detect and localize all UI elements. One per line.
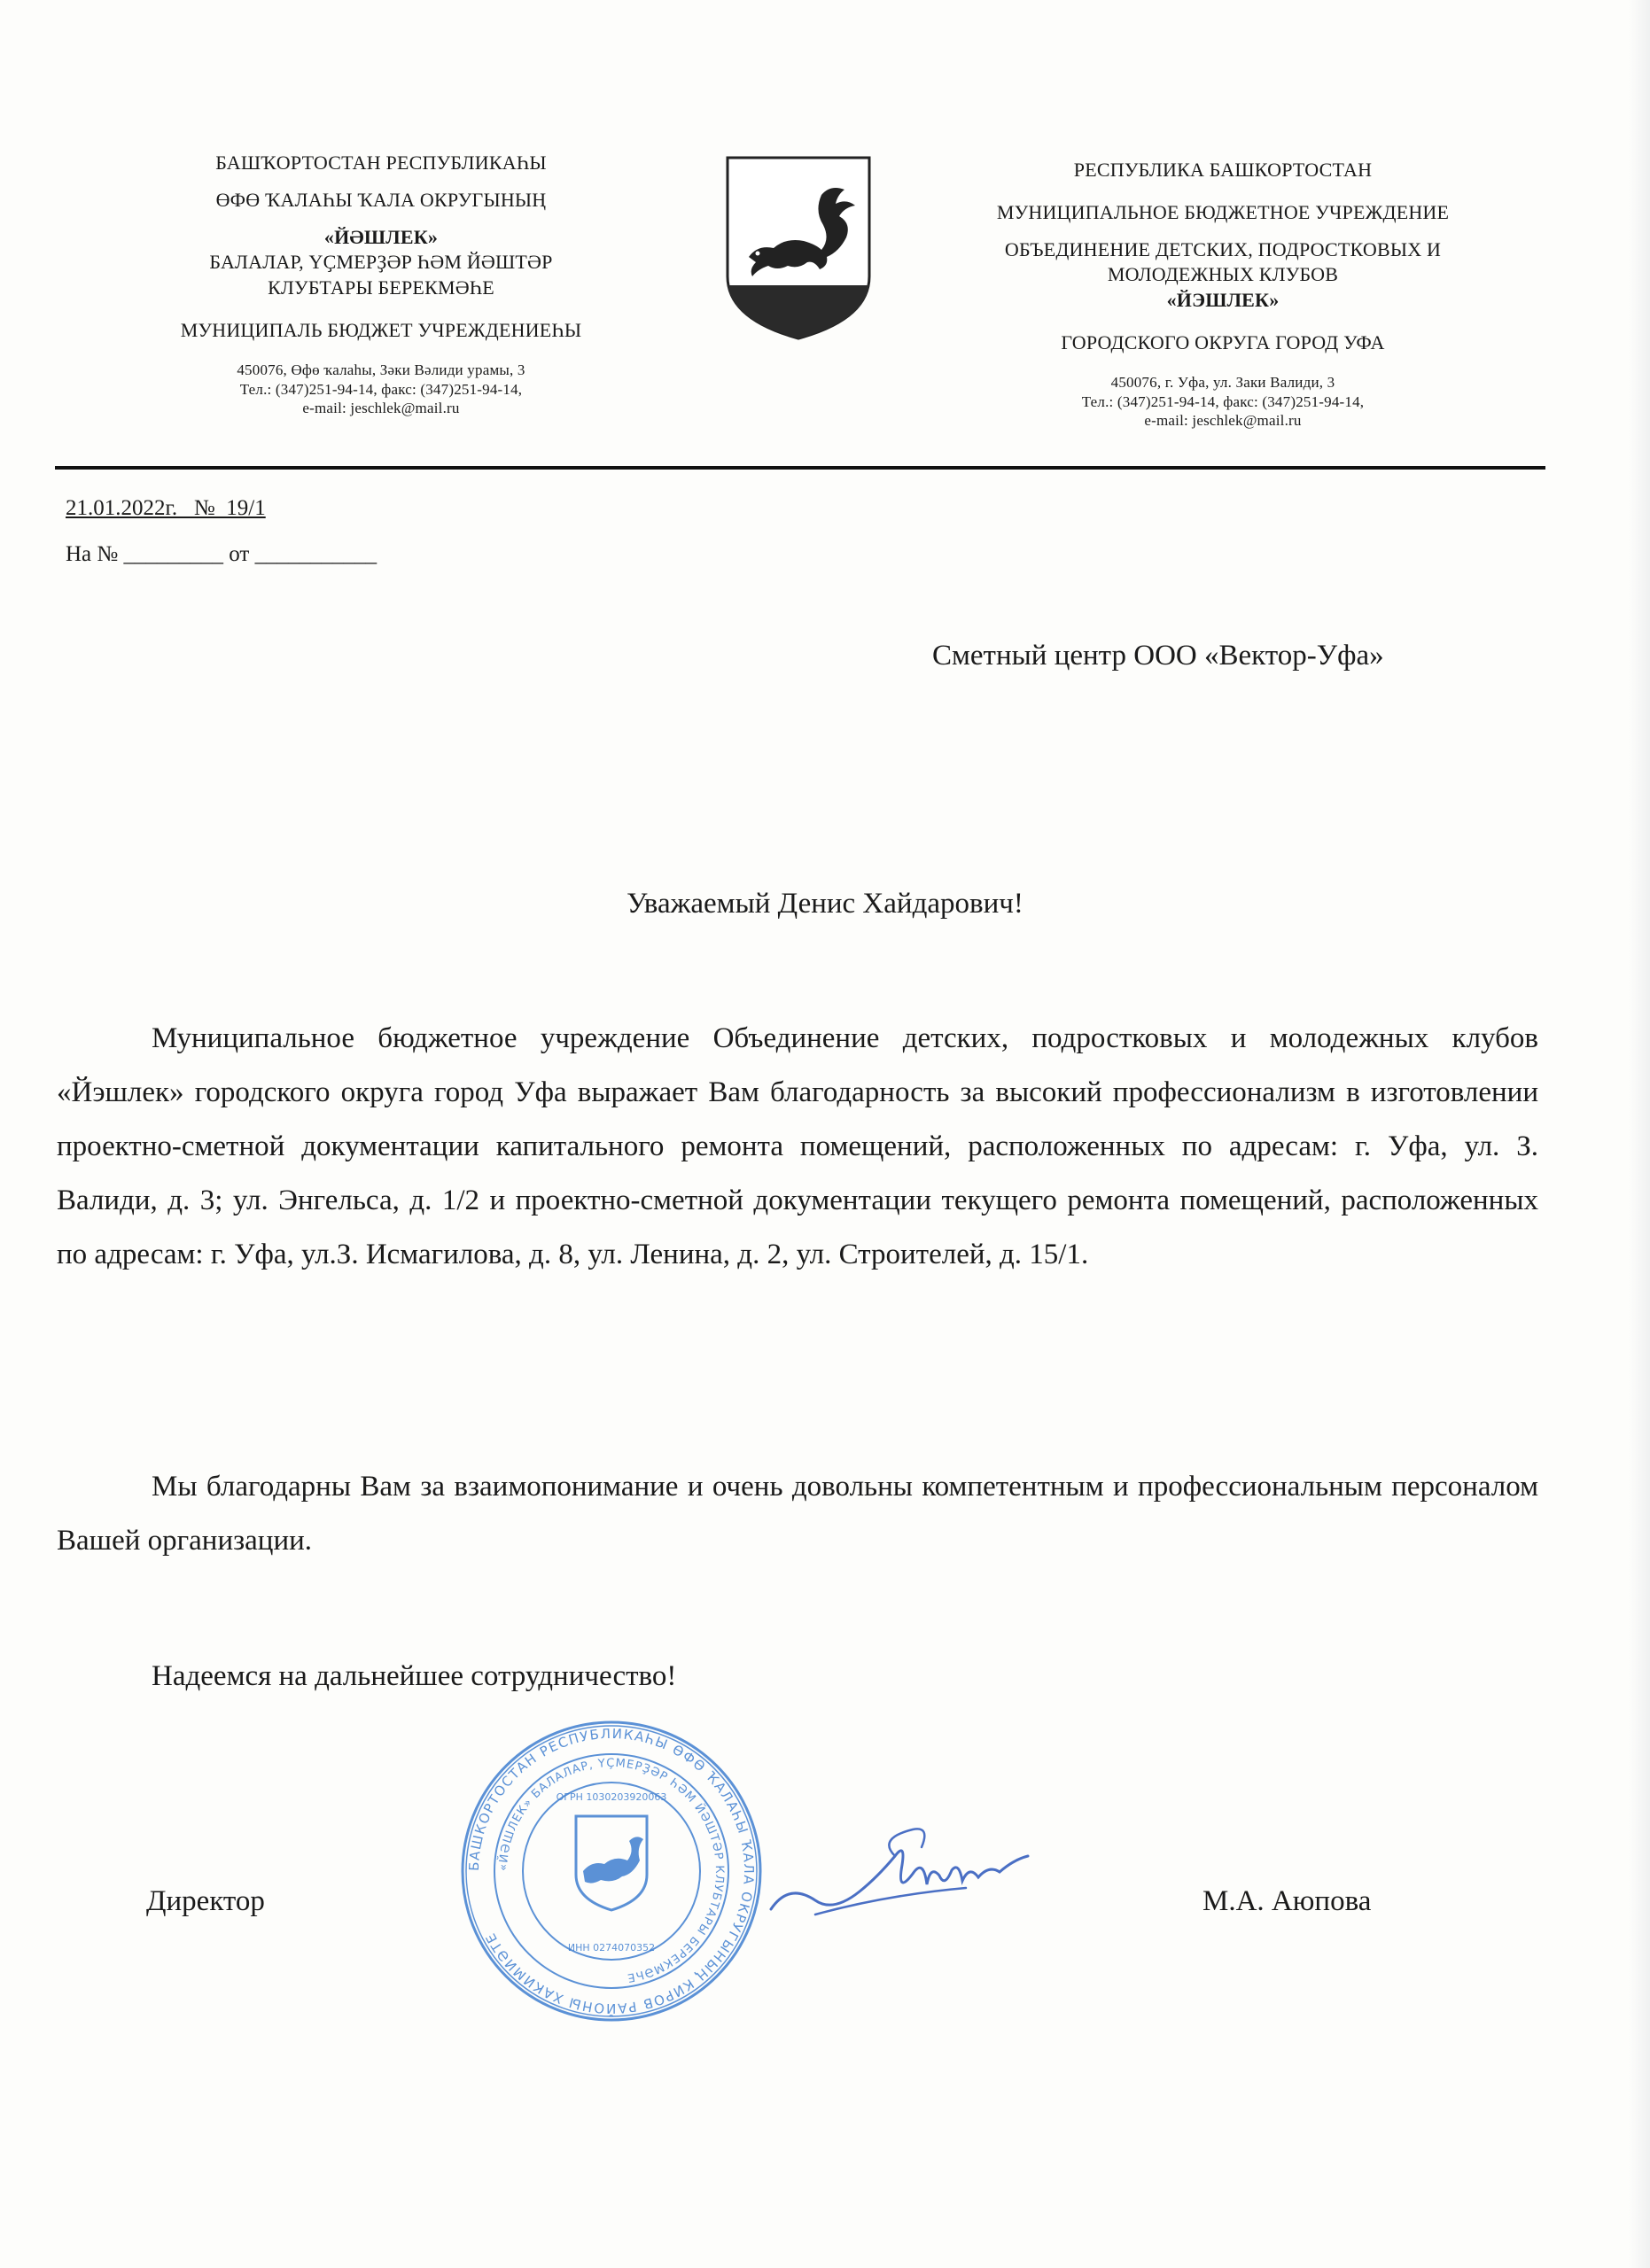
salutation: Уважаемый Денис Хайдарович! (627, 888, 1023, 920)
header-right-email: e-mail: jeschlek@mail.ru (1144, 412, 1302, 430)
body-paragraph-3: Надеемся на дальнейшее сотрудничество! (152, 1660, 677, 1692)
svg-text:ОГРН 1030203920063: ОГРН 1030203920063 (556, 1791, 667, 1803)
header-divider (55, 466, 1545, 470)
header-left-phone: Тел.: (347)251-94-14, факс: (347)251-94-14, (239, 380, 523, 398)
signatory-name: М.А. Аюпова (1202, 1885, 1372, 1917)
header-left-email: e-mail: jeschlek@mail.ru (302, 400, 460, 417)
header-right-line4: МОЛОДЕЖНЫХ КЛУБОВ (1107, 263, 1339, 286)
registration-date-number-text: 21.01.2022г. № 19/1 (66, 496, 266, 520)
header-left-line6: МУНИЦИПАЛЬ БЮДЖЕТ УЧРЕЖДЕНИЕҺЫ (180, 318, 582, 341)
header-left-line1: БАШҠОРТОСТАН РЕСПУБЛИКАҺЫ (215, 151, 547, 174)
header-left-address: 450076, Өфө ҡалаhы, Зәки Вәлиди урамы, 3 (237, 361, 525, 378)
header-left-org-name: «ЙӘШЛЕК» (323, 226, 439, 249)
signatory-role: Директор (146, 1885, 265, 1917)
header-left-bashkir (133, 151, 629, 418)
header-right-org-name: «ЙЭШЛЕК» (1166, 288, 1280, 311)
body-paragraph-2: Мы благодарны Вам за взаимопонимание и очень довольны компетентным и профессиональным персоналом Вашей организации. (57, 1471, 1538, 1557)
registration-reference: На № _________ от ___________ (66, 542, 377, 566)
svg-text:БАШКОРТОСТАН РЕСПУБЛИКАҺЫ ӨФӨ: БАШКОРТОСТАН РЕСПУБЛИКАҺЫ ӨФӨ ҠАЛАҺЫ ҠАЛА ОКРУГЫНЫҢ КИРОВ РАЙОНЫ ХАКИМИӘТЕ (465, 1725, 758, 2017)
header-right-address: 450076, г. Уфа, ул. Заки Валиди, 3 (1110, 373, 1335, 391)
official-stamp-icon (459, 1719, 764, 2023)
header-right-line3: ОБЪЕДИНЕНИЕ ДЕТСКИХ, ПОДРОСТКОВЫХ И (1004, 238, 1442, 261)
svg-text:ИНН 0274070352: ИНН 0274070352 (567, 1942, 656, 1953)
handwritten-signature-icon (762, 1803, 1046, 1945)
svg-text:«ЙӘШЛЕК» БАЛАЛАР, ҮҪМЕРҘӘР ҺӘМ: «ЙӘШЛЕК» БАЛАЛАР, ҮҪМЕРҘӘР ҺӘМ ЙӘШТӘР КЛУБТАРЫ БЕРЕКМӘҺЕ (496, 1756, 727, 1984)
registration-date-number (66, 496, 266, 521)
header-right-line2: МУНИЦИПАЛЬНОЕ БЮДЖЕТНОЕ УЧРЕЖДЕНИЕ (996, 201, 1450, 224)
body-paragraph-1: Муниципальное бюджетное учреждение Объединение детских, подростковых и молодежных клубов «Йэшлек» городского округа город Уфа выражает Вам благодарность за высокий профессионализм в изготовлении проектно-сметной документации капитального ремонта помещений, расположенных по адресам: г. Уфа, ул. З. Валиди, д. 3; ул. Энгельса, д. 1/2 и проектно-сметной документации текущего ремонта помещений, расположенных по адресам: г. Уфа, ул.З. Исмагилова, д. 8, ул. Ленина, д. 2, ул. Строителей, д. 15/1. (57, 1022, 1538, 1270)
header-left-line2: ӨФӨ ҠАЛАҺЫ ҠАЛА ОКРУГЫНЫҢ (215, 189, 547, 212)
header-right-line1: РЕСПУБЛИКА БАШКОРТОСТАН (1073, 159, 1373, 181)
header-right-russian (957, 158, 1489, 431)
header-left-line4: БАЛАЛАР, ҮҪМЕРҘӘР ҺӘМ ЙӘШТӘР (209, 251, 553, 274)
scan-edge-shadow (1629, 0, 1650, 2268)
addressee: Сметный центр ООО «Вектор-Уфа» (932, 640, 1384, 672)
header-right-phone: Тел.: (347)251-94-14, факс: (347)251-94-14, (1081, 392, 1365, 410)
ufa-coat-of-arms-icon (722, 152, 875, 342)
header-right-line6: ГОРОДСКОГО ОКРУГА ГОРОД УФА (1061, 330, 1385, 353)
header-left-line5: КЛУБТАРЫ БЕРЕКМӘҺЕ (268, 276, 494, 299)
